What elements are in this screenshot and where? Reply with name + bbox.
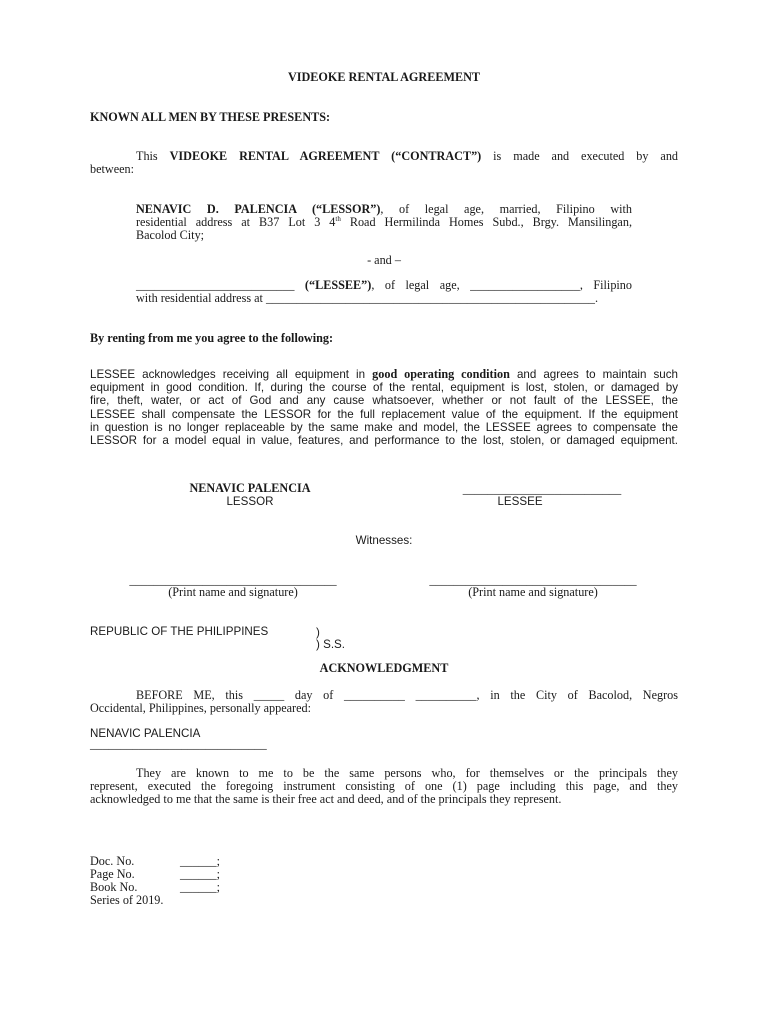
lessor-line-1: NENAVIC D. PALENCIA (“LESSOR”), of legal age, married, Filipino with [136, 202, 632, 216]
intro-paragraph [90, 150, 678, 176]
venue-ss: ) S.S. [316, 638, 345, 651]
acknowledgment-body [90, 767, 678, 807]
terms-line-6: LESSOR for a model equal in value, features, and performance to the lost, stolen, or damaged equipment. [90, 434, 678, 448]
ack-body-line-2: represent, executed the foregoing instrument consisting of one (1) page including this page, and they [90, 779, 678, 794]
lessor-signature-label: LESSOR [226, 495, 274, 508]
notarial-page-label: Page No. [90, 867, 135, 881]
witness-2-caption: (Print name and signature) [468, 585, 598, 599]
witnesses-label: Witnesses: [355, 534, 413, 547]
lessee-line-2: with residential address at ______________________________________________________. [136, 291, 599, 306]
intro-line-2: between: [90, 162, 134, 177]
notarial-book-blank: ______; [180, 880, 220, 894]
witness-1-line: __________________________________ [129, 573, 337, 587]
notarial-book-label: Book No. [90, 880, 138, 894]
lessor-party-block [136, 203, 632, 243]
notarial-page-blank: ______; [180, 867, 220, 881]
lessee-party-block [136, 279, 632, 305]
intro-line-1: This VIDEOKE RENTAL AGREEMENT (“CONTRACT”) is made and executed by and [136, 149, 679, 163]
notarial-series: Series of 2019. [90, 893, 164, 907]
document-title: VIDEOKE RENTAL AGREEMENT [287, 70, 481, 84]
and-separator: - and – [367, 253, 401, 267]
lessor-signature-name: NENAVIC PALENCIA [189, 481, 311, 495]
lessee-signature-label: LESSEE [497, 495, 543, 508]
venue-republic: REPUBLIC OF THE PHILIPPINES [90, 625, 269, 638]
lessor-line-2: residential address at B37 Lot 3 4th Road Hermilinda Homes Subd., Brgy. Mansilingan, [136, 215, 632, 230]
lessor-line-3: Bacolod City; [136, 228, 205, 243]
terms-line-2: equipment in good condition. If, during the course of the rental, equipment is lost, stolen, or damaged by [90, 381, 678, 395]
acknowledgment-appearer-line: _____________________________ [90, 737, 267, 751]
ack-body-line-1: They are known to me to be the same persons who, for themselves or the principals they [136, 766, 678, 780]
notarial-doc-label: Doc. No. [90, 854, 135, 868]
terms-paragraph [90, 368, 678, 447]
agree-heading: By renting from me you agree to the following: [90, 331, 334, 345]
acknowledgment-paragraph [90, 689, 678, 715]
acknowledgment-title: ACKNOWLEDGMENT [319, 661, 449, 675]
ack-line-1: BEFORE ME, this _____ day of __________ __________, in the City of Bacolod, Negros [136, 688, 678, 702]
venue-paren: ) [316, 626, 320, 639]
terms-line-3: fire, theft, water, or act of God and any cause whatsoever, whether or not fault of the LESSEE, the [90, 394, 678, 408]
lessee-line-1: __________________________ (“LESSEE”), of legal age, __________________, Filipino [136, 278, 632, 292]
witness-1-caption: (Print name and signature) [168, 585, 298, 599]
ack-line-2: Occidental, Philippines, personally appeared: [90, 701, 311, 716]
terms-line-4: LESSEE shall compensate the LESSOR for the full replacement value of the equipment. If the equipment [90, 407, 678, 421]
ack-body-line-3: acknowledged to me that the same is their free act and deed, and of the principals they represent. [90, 792, 562, 807]
notarial-doc-blank: ______; [180, 854, 220, 868]
acknowledgment-appearer-name: NENAVIC PALENCIA [90, 727, 201, 740]
known-all-men-heading: KNOWN ALL MEN BY THESE PRESENTS: [90, 110, 331, 124]
terms-line-1: LESSEE acknowledges receiving all equipment in good operating condition and agrees to maintain such [90, 367, 678, 381]
witness-2-line: __________________________________ [429, 573, 637, 587]
lessee-signature-line: __________________________ [462, 482, 622, 496]
terms-line-5: in question is no longer replaceable by the same make and model, the LESSEE agrees to compensate the [90, 420, 678, 434]
